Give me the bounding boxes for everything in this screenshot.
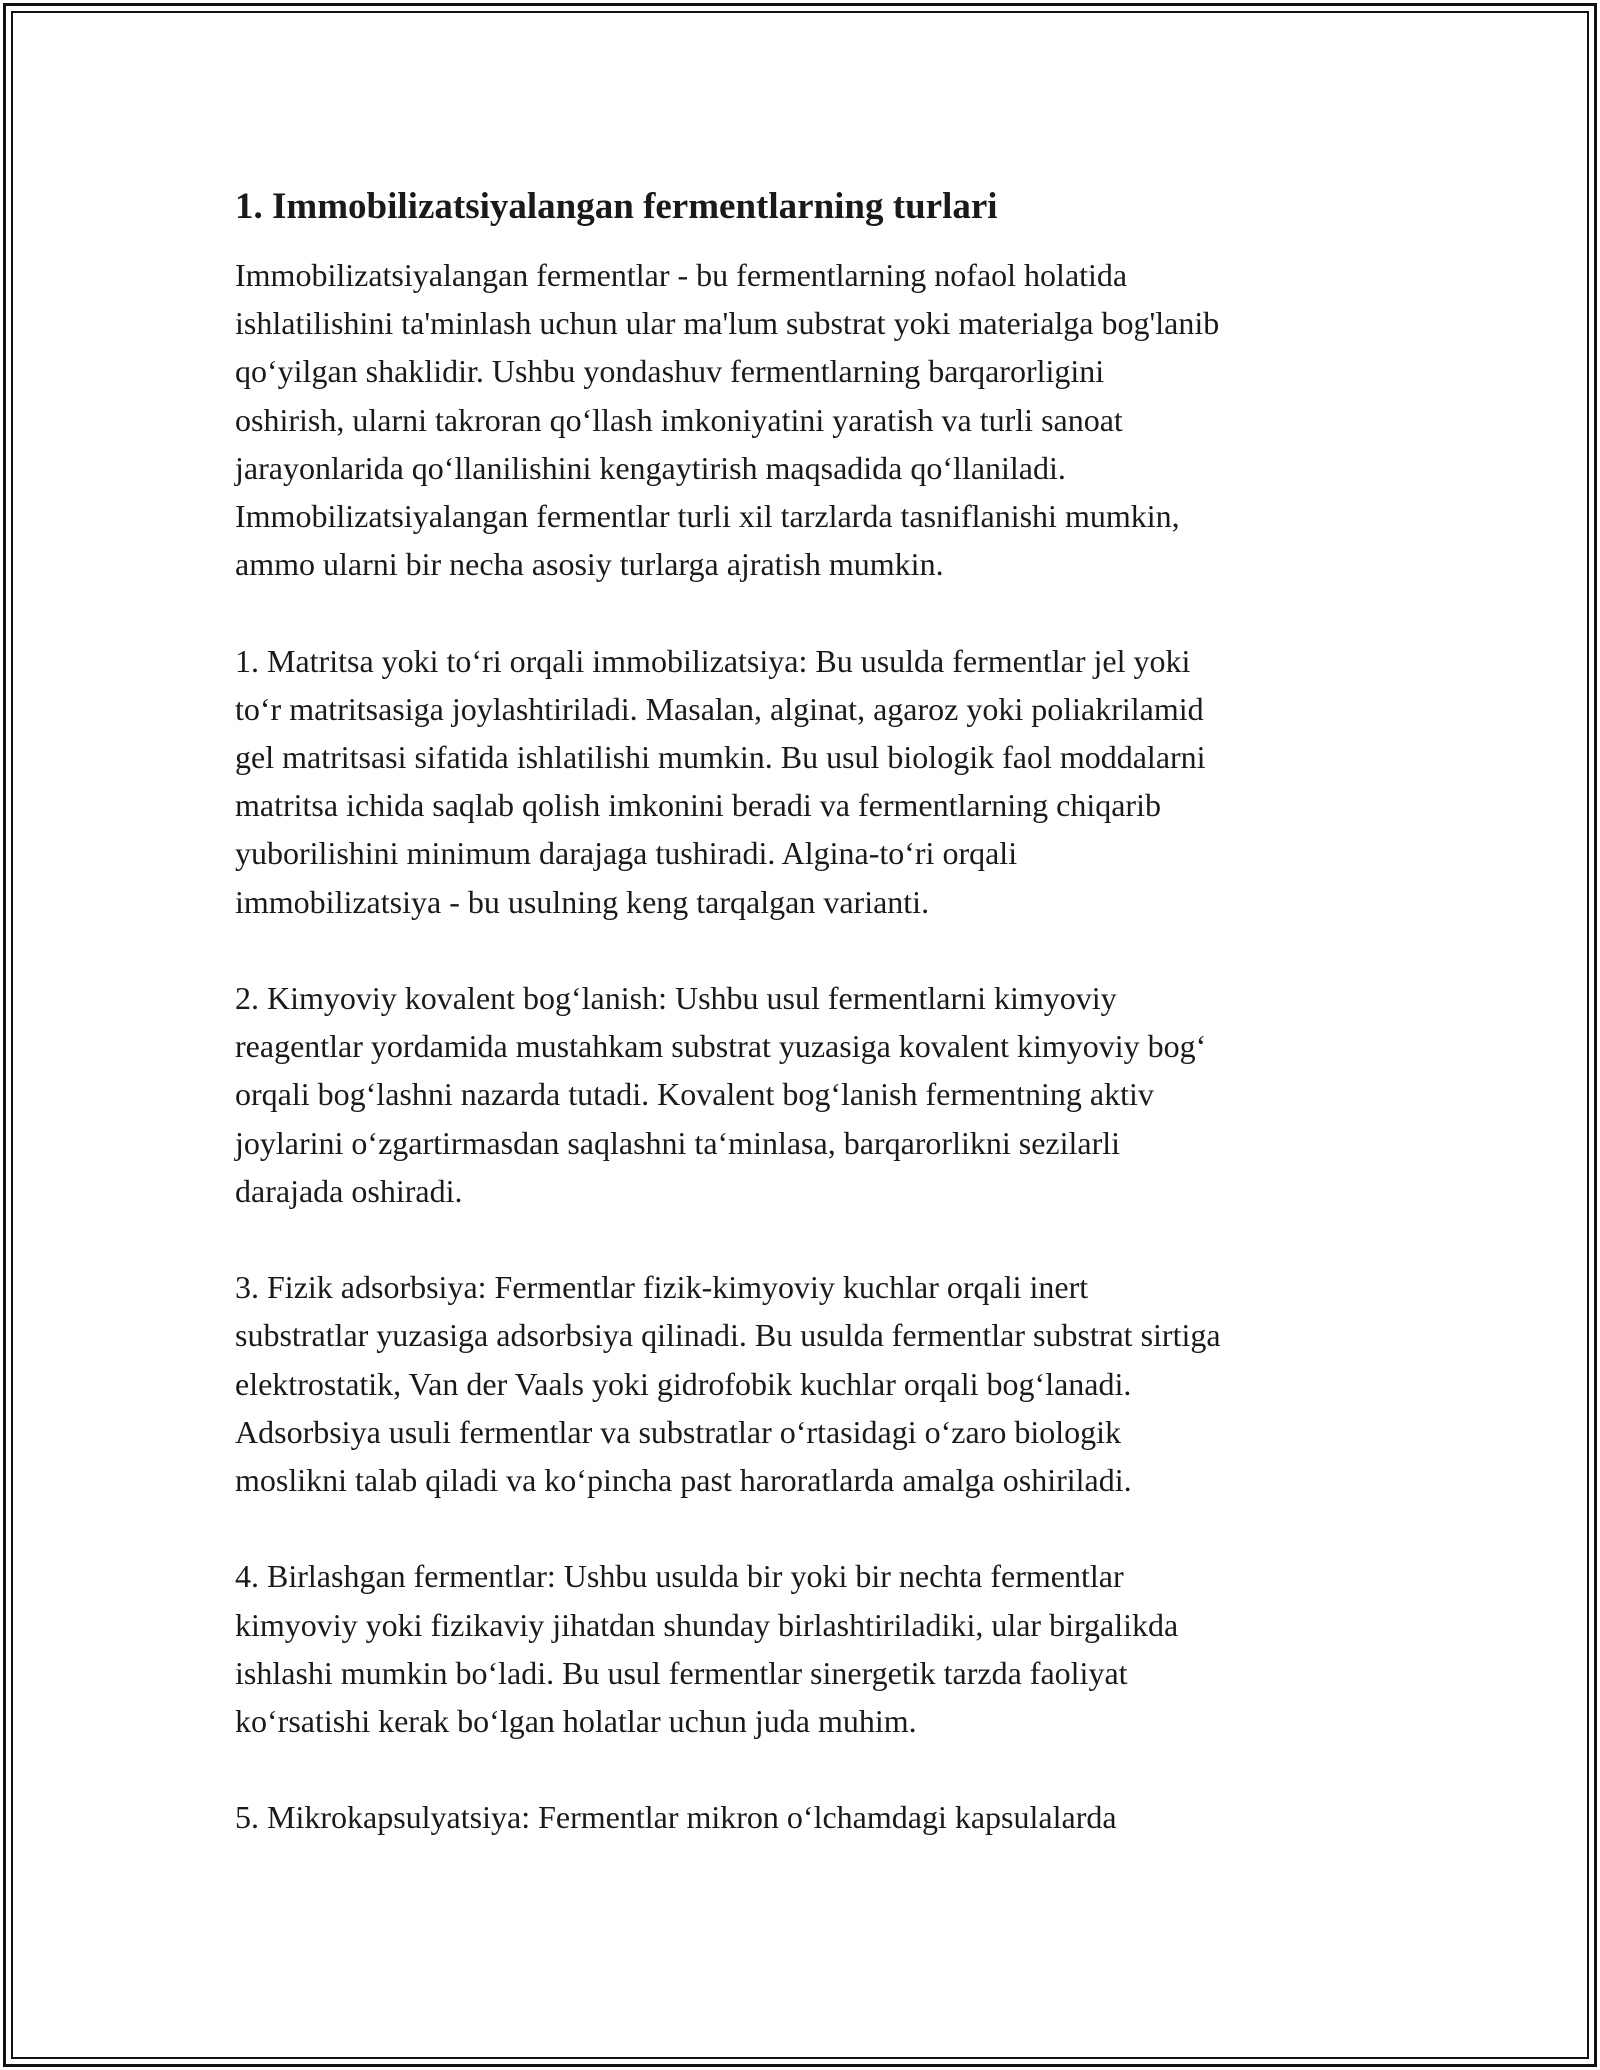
paragraph-line: reagentlar yordamida mustahkam substrat yuzasiga kovalent kimyoviy bog‘ bbox=[235, 1028, 1207, 1065]
paragraph-line: darajada oshiradi. bbox=[235, 1172, 463, 1209]
list-item-covalent-binding bbox=[235, 974, 1385, 1215]
paragraph-line: elektrostatik, Van der Vaals yoki gidrofobik kuchlar orqali bog‘lanadi. bbox=[235, 1365, 1132, 1402]
paragraph-line: 3. Fizik adsorbsiya: Fermentlar fizik-kimyoviy kuchlar orqali inert bbox=[235, 1269, 1089, 1306]
intro-paragraph bbox=[235, 251, 1385, 588]
document-title: 1. Immobilizatsiyalangan fermentlarning turlari bbox=[235, 186, 998, 227]
paragraph-line: yuborilishini minimum darajaga tushiradi. Algina-to‘ri orqali bbox=[235, 835, 1018, 872]
list-item-microencapsulation bbox=[235, 1793, 1385, 1841]
list-item-physical-adsorption bbox=[235, 1263, 1385, 1504]
list-item-matrix-immobilization bbox=[235, 637, 1385, 926]
paragraph-line: Adsorbsiya usuli fermentlar va substratlar o‘rtasidagi o‘zaro biologik bbox=[235, 1413, 1121, 1450]
list-item-combined-enzymes bbox=[235, 1552, 1385, 1745]
paragraph-line: ishlatilishini ta'minlash uchun ular ma'lum substrat yoki materialga bog'lanib bbox=[235, 305, 1220, 342]
paragraph-line: ishlashi mumkin bo‘ladi. Bu usul fermentlar sinergetik tarzda faoliyat bbox=[235, 1654, 1128, 1691]
paragraph-line: ammo ularni bir necha asosiy turlarga ajratish mumkin. bbox=[235, 546, 944, 583]
paragraph-line: oshirish, ularni takroran qo‘llash imkoniyatini yaratish va turli sanoat bbox=[235, 401, 1123, 438]
paragraph-line: 4. Birlashgan fermentlar: Ushbu usulda bir yoki bir nechta fermentlar bbox=[235, 1558, 1124, 1595]
paragraph-line: jarayonlarida qo‘llanilishini kengaytirish maqsadida qo‘llaniladi. bbox=[235, 449, 1066, 486]
paragraph-line: ko‘rsatishi kerak bo‘lgan holatlar uchun juda muhim. bbox=[235, 1703, 917, 1740]
paragraph-line: immobilizatsiya - bu usulning keng tarqalgan varianti. bbox=[235, 883, 930, 920]
paragraph-line: kimyoviy yoki fizikaviy jihatdan shunday birlashtiriladiki, ular birgalikda bbox=[235, 1606, 1179, 1643]
paragraph-line: joylarini o‘zgartirmasdan saqlashni ta‘minlasa, barqarorlikni sezilarli bbox=[235, 1124, 1121, 1161]
paragraph-line: substratlar yuzasiga adsorbsiya qilinadi. Bu usulda fermentlar substrat sirtiga bbox=[235, 1317, 1221, 1354]
paragraph-line: 5. Mikrokapsulyatsiya: Fermentlar mikron o‘lchamdagi kapsulalarda bbox=[235, 1799, 1117, 1836]
paragraph-line: matritsa ichida saqlab qolish imkonini beradi va fermentlarning chiqarib bbox=[235, 787, 1161, 824]
paragraph-line: qo‘yilgan shaklidir. Ushbu yondashuv fermentlarning barqarorligini bbox=[235, 353, 1105, 390]
paragraph-line: 1. Matritsa yoki to‘ri orqali immobilizatsiya: Bu usulda fermentlar jel yoki bbox=[235, 642, 1191, 679]
paragraph-line: orqali bog‘lashni nazarda tutadi. Kovalent bog‘lanish fermentning aktiv bbox=[235, 1076, 1154, 1113]
paragraph-line: Immobilizatsiyalangan fermentlar - bu fermentlarning nofaol holatida bbox=[235, 257, 1128, 293]
paragraph-line: Immobilizatsiyalangan fermentlar turli xil tarzlarda tasniflanishi mumkin, bbox=[235, 498, 1180, 535]
document-body bbox=[235, 183, 1385, 1890]
paragraph-line: gel matritsasi sifatida ishlatilishi mumkin. Bu usul biologik faol moddalarni bbox=[235, 739, 1206, 776]
paragraph-line: moslikni talab qiladi va ko‘pincha past haroratlarda amalga oshiriladi. bbox=[235, 1462, 1132, 1499]
paragraph-line: to‘r matritsasiga joylashtiriladi. Masalan, alginat, agaroz yoki poliakrilamid bbox=[235, 690, 1204, 727]
paragraph-line: 2. Kimyoviy kovalent bog‘lanish: Ushbu usul fermentlarni kimyoviy bbox=[235, 980, 1117, 1017]
